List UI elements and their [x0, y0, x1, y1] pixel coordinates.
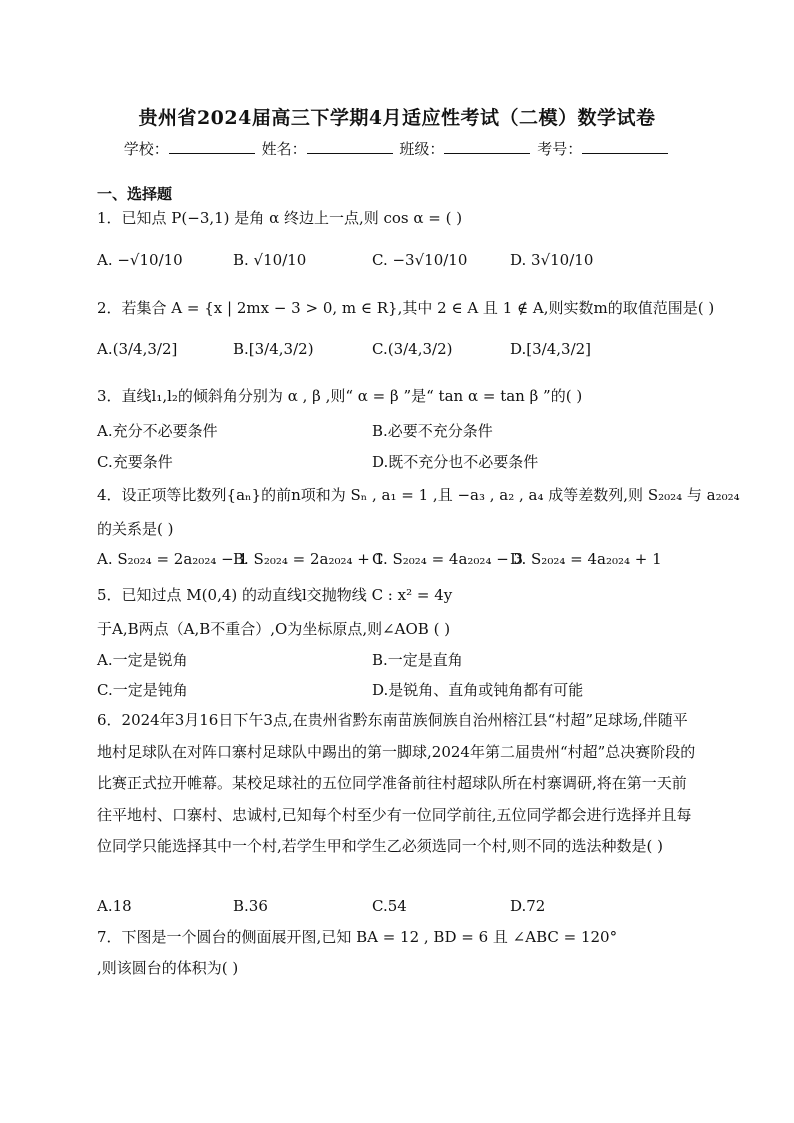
q4-option-d: D. S₂₀₂₄ = 4a₂₀₂₄ + 1 [510, 550, 662, 568]
section-heading: 一、选择题 [97, 185, 173, 203]
name-blank[interactable] [307, 140, 393, 154]
q2-option-b: B.[3/4,3/2) [233, 340, 314, 358]
q3-stem: 3．直线l₁,l₂的倾斜角分别为 α , β ,则“ α = β ”是“ tan α = tan β ”的( ) [97, 387, 583, 405]
q2-stem: 2．若集合 A = {x | 2mx − 3 > 0, m ∈ R},其中 2 ∈ A 且 1 ∉ A,则实数m的取值范围是( ) [97, 299, 715, 317]
q3-option-a: A.充分不必要条件 [97, 422, 218, 440]
q4-stem-line2: 的关系是( ) [97, 520, 174, 538]
q5-option-a: A.一定是锐角 [97, 651, 188, 669]
q6-option-a: A.18 [97, 897, 132, 915]
q2-option-c: C.(3/4,3/2) [372, 340, 453, 358]
q6-text: 6．2024年3月16日下午3点,在贵州省黔东南苗族侗族自治州榕江县“村超”足球场,伴随平地村足球队在对阵口寨村足球队中踢出的第一脚球,2024年第二届贵州“村超”总决赛阶段的比赛正式拉开帷幕。某校足球社的五位同学准备前往村超球队所在村寨调研,将在第一天前往平地村、口寨村、忠诚村,已知每个村至少有一位同学前往,五位同学都会进行选择并且每位同学只能选择其中一个村,若学生甲和学生乙必须选同一个村,则不同的选法种数是( ) [97, 711, 696, 855]
q3-option-b: B.必要不充分条件 [372, 422, 493, 440]
q4-stem-line1: 4．设正项等比数列{aₙ}的前n项和为 Sₙ , a₁ = 1 ,且 −a₃ , a₂ , a₄ 成等差数列,则 S₂₀₂₄ 与 a₂₀₂₄ [97, 486, 740, 504]
exam-title: 贵州省2024届高三下学期4月适应性考试（二模）数学试卷 [138, 107, 656, 129]
q3-option-c: C.充要条件 [97, 453, 173, 471]
q5-option-d: D.是锐角、直角或钝角都有可能 [372, 681, 584, 699]
q4-option-c: C. S₂₀₂₄ = 4a₂₀₂₄ − 3 [372, 550, 524, 568]
class-blank[interactable] [444, 140, 530, 154]
number-label: 考号： [537, 140, 583, 158]
q5-stem-line2: 于A,B两点（A,B不重合）,O为坐标原点,则∠AOB ( ) [97, 620, 451, 638]
q1-option-d: D. 3√10/10 [510, 251, 594, 269]
q7-stem-line2: ,则该圆台的体积为( ) [97, 959, 239, 977]
q7-stem-line1: 7．下图是一个圆台的侧面展开图,已知 BA = 12 , BD = 6 且 ∠ABC = 120° [97, 928, 618, 946]
number-blank[interactable] [582, 140, 668, 154]
q3-option-d: D.既不充分也不必要条件 [372, 453, 539, 471]
q4-option-a: A. S₂₀₂₄ = 2a₂₀₂₄ − 1 [97, 550, 248, 568]
q1-option-a: A. −√10/10 [97, 251, 183, 269]
student-info-line [0, 138, 794, 159]
school-blank[interactable] [169, 140, 255, 154]
school-label: 学校： [123, 140, 169, 158]
name-label: 姓名： [261, 140, 307, 158]
q2-option-d: D.[3/4,3/2] [510, 340, 592, 358]
q2-option-a: A.(3/4,3/2] [97, 340, 178, 358]
q4-option-b: B. S₂₀₂₄ = 2a₂₀₂₄ + 1 [233, 550, 385, 568]
q5-option-b: B.一定是直角 [372, 651, 463, 669]
q1-option-c: C. −3√10/10 [372, 251, 468, 269]
q6-option-b: B.36 [233, 897, 268, 915]
class-label: 班级： [399, 140, 445, 158]
q6-option-c: C.54 [372, 897, 407, 915]
q6-option-d: D.72 [510, 897, 546, 915]
q5-option-c: C.一定是钝角 [97, 681, 188, 699]
q1-option-b: B. √10/10 [233, 251, 307, 269]
q5-stem-line1: 5．已知过点 M(0,4) 的动直线l交抛物线 C : x² = 4y [97, 586, 453, 604]
q1-stem: 1．已知点 P(−3,1) 是角 α 终边上一点,则 cos α = ( ) [97, 209, 463, 227]
